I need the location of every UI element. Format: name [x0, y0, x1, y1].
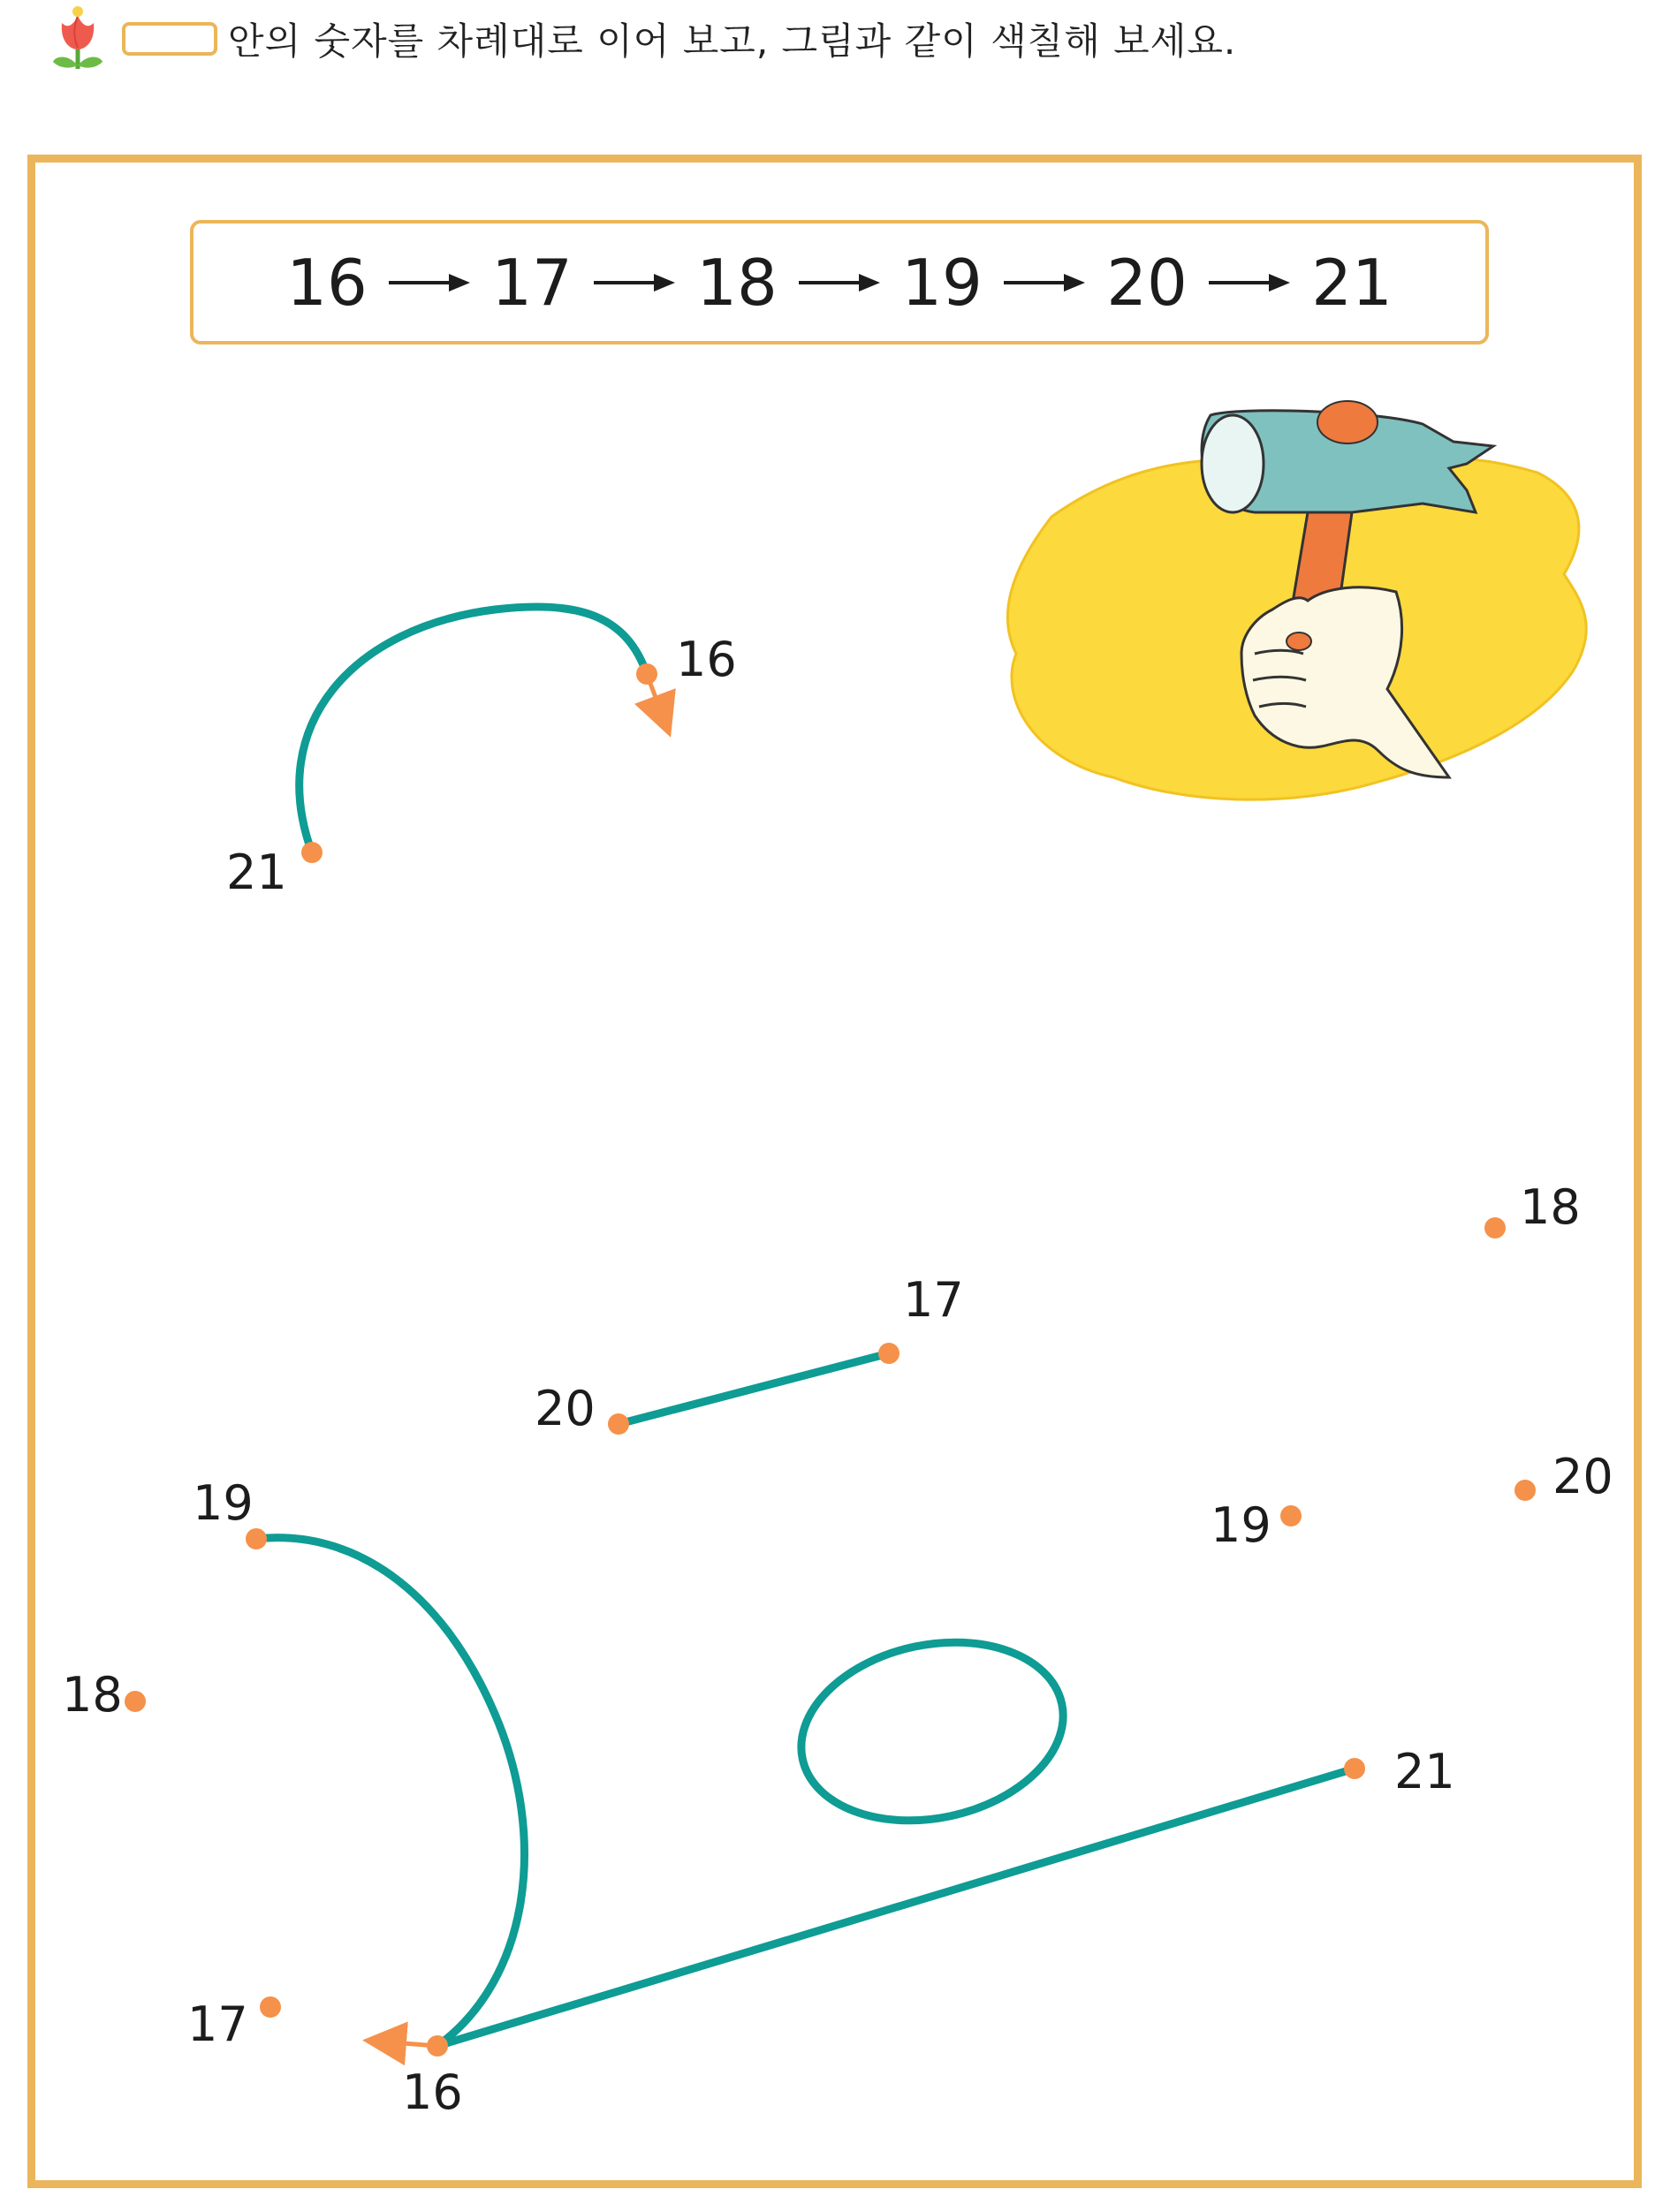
sequence-number: 20 — [1106, 245, 1188, 320]
sequence-number: 21 — [1311, 245, 1393, 320]
dot-label: 21 — [226, 845, 287, 900]
instruction-text: 안의 숫자를 차례대로 이어 보고, 그림과 같이 색칠해 보세요. — [228, 19, 1237, 63]
sequence-number: 19 — [901, 245, 983, 320]
dot — [1344, 1758, 1365, 1779]
dot-figure-a — [226, 607, 737, 900]
dot-label: 18 — [62, 1667, 123, 1723]
dot-label: 20 — [1552, 1449, 1613, 1504]
sequence-number: 18 — [696, 245, 778, 320]
dot-label: 20 — [535, 1381, 596, 1436]
dot — [1514, 1480, 1536, 1501]
dot — [1484, 1217, 1506, 1239]
connecting-line — [437, 1769, 1355, 2046]
dot-label: 17 — [903, 1272, 964, 1328]
dot — [1280, 1505, 1302, 1526]
dot-label: 16 — [402, 2064, 463, 2120]
dot — [301, 842, 323, 863]
dot-label: 17 — [187, 1996, 248, 2052]
dot — [246, 1528, 267, 1549]
dot — [608, 1413, 629, 1435]
dot — [125, 1691, 146, 1712]
dot-label: 18 — [1520, 1179, 1581, 1235]
dot — [260, 1996, 281, 2018]
dot-label: 19 — [193, 1475, 254, 1531]
connecting-line — [619, 1353, 889, 1424]
dot — [636, 663, 657, 685]
dot-figure-b — [62, 1179, 1613, 2120]
dot — [878, 1343, 900, 1364]
dot-label: 16 — [676, 632, 737, 687]
connecting-line — [256, 1538, 524, 2046]
sequence-number: 16 — [286, 245, 368, 320]
connecting-line — [300, 607, 647, 852]
dot-label: 19 — [1211, 1497, 1271, 1553]
sequence-number: 17 — [491, 245, 573, 320]
hand-holding-hammer-icon — [1007, 401, 1586, 799]
dot — [427, 2035, 448, 2057]
dot-label: 21 — [1394, 1744, 1455, 1799]
connecting-loop — [785, 1619, 1080, 1844]
